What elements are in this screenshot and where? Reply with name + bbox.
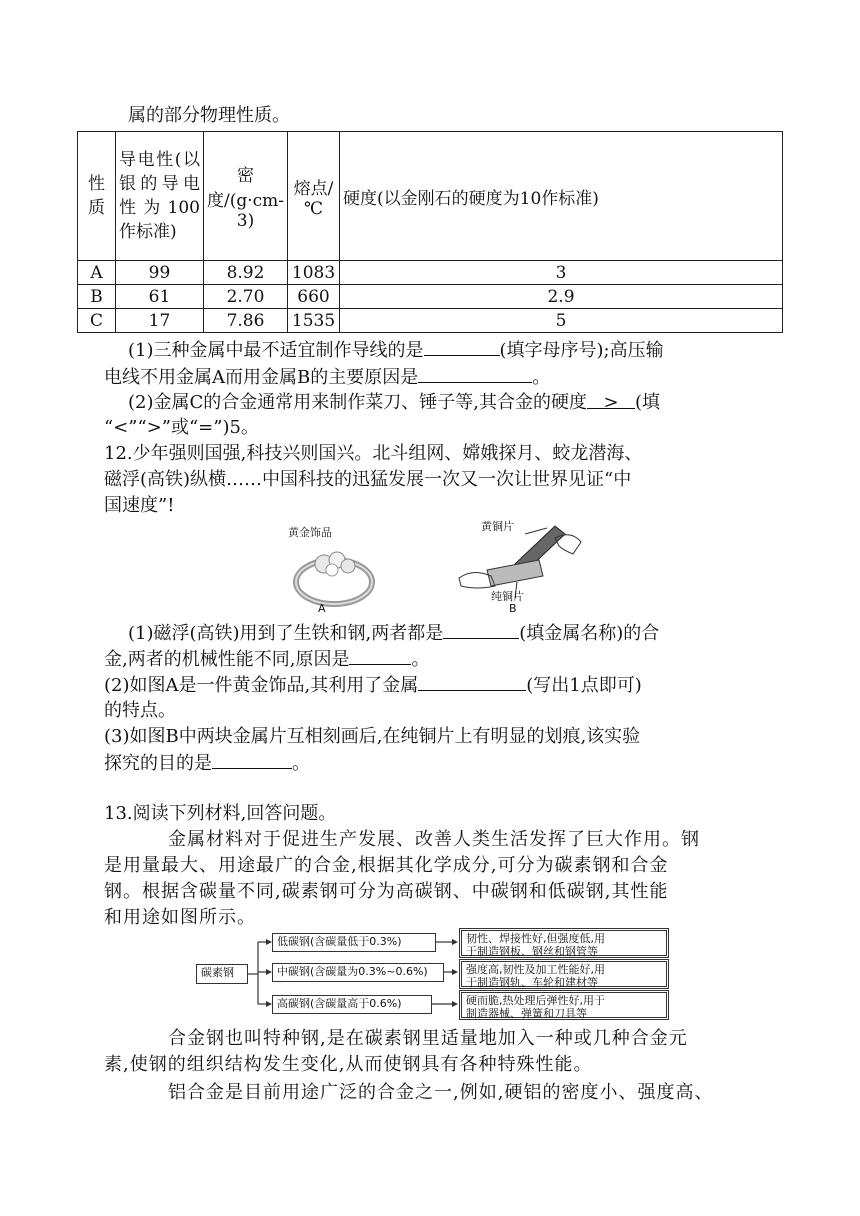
diagram-text: 于制造钢板、钢丝和钢管等 — [466, 945, 598, 958]
q12-part3-line2 — [104, 750, 310, 777]
q13-title: 13.阅读下列材料,回答问题。 — [104, 803, 337, 824]
q12-p1-text: (1)磁浮(高铁)用到了生铁和钢,两者都是 — [128, 623, 444, 644]
diagram-low-carbon-use — [459, 928, 669, 958]
q12-stem-line2: 磁浮(高铁)纵横……中国科技的迅猛发展一次又一次让世界见证“中 — [104, 469, 632, 490]
carbon-steel-diagram — [196, 928, 670, 1020]
q11-part1-line1 — [128, 337, 664, 364]
q12-part2-line1 — [104, 672, 642, 699]
cell-hardness: 5 — [340, 309, 783, 333]
q13-para1-line1: 金属材料对于促进生产发展、改善人类生活发挥了巨大作用。钢 — [168, 829, 700, 850]
q11-part2-line1 — [128, 390, 660, 416]
diagram-text: 韧性、焊接性好,但强度低,用 — [466, 932, 605, 945]
intro-text: 属的部分物理性质。 — [128, 105, 290, 126]
header-property: 性质 — [78, 132, 116, 261]
q13-para2-line2: 素,使钢的组织结构发生变化,从而使钢具有各种特殊性能。 — [104, 1054, 593, 1075]
figure-a-caption: A — [318, 602, 326, 615]
cell-metal: B — [78, 285, 116, 309]
table-row — [78, 309, 783, 333]
diagram-low-carbon-steel: 低碳钢(含碳量低于0.3%) — [272, 933, 436, 952]
figure-b-label-brass: 黄铜片 — [481, 520, 514, 533]
q12-p2-text: (写出1点即可) — [526, 675, 642, 696]
diagram-text: 于制造钢轨、车轮和建材等 — [466, 976, 598, 989]
q11-p1-text: (填字母序号);高压输 — [499, 340, 664, 361]
diagram-mid-carbon-use — [459, 959, 669, 989]
q12-p1-text: 。 — [411, 649, 430, 670]
header-melting-point: 熔点/℃ — [288, 132, 340, 261]
cell-density: 7.86 — [204, 309, 288, 333]
cell-conductivity: 17 — [116, 309, 204, 333]
header-hardness: 硬度(以金刚石的硬度为10作标准) — [340, 132, 783, 261]
cell-melting: 660 — [288, 285, 340, 309]
figure-a-gold-jewelry — [282, 524, 392, 616]
diagram-root-carbon-steel: 碳素钢 — [196, 964, 248, 984]
q11-p1-text: 。 — [532, 367, 551, 388]
metal-properties-table — [77, 131, 783, 333]
diagram-mid-carbon-steel: 中碳钢(含碳量为0.3%~0.6%) — [272, 963, 444, 982]
cell-metal: C — [78, 309, 116, 333]
q11-part2-line2: “<”“>”或“=”)5。 — [104, 417, 259, 438]
figure-b-scratch-test — [455, 516, 585, 616]
q13-para1-line3: 钢。根据含碳量不同,碳素钢可分为高碳钢、中碳钢和低碳钢,其性能 — [104, 881, 669, 902]
diagram-high-carbon-steel: 高碳钢(含碳量高于0.6%) — [272, 995, 432, 1014]
q13-para1-line4: 和用途如图所示。 — [104, 907, 256, 928]
cell-melting: 1083 — [288, 261, 340, 285]
table-row — [78, 261, 783, 285]
diagram-text: 强度高,韧性及加工性能好,用 — [466, 963, 605, 976]
q12-p2-text: (2)如图A是一件黄金饰品,其利用了金属 — [104, 675, 419, 696]
header-conductivity: 导电性(以银的导电性为100作标准) — [116, 132, 204, 261]
q12-p3-text: 。 — [292, 753, 310, 774]
answer-blank[interactable] — [418, 364, 532, 383]
answer-blank[interactable] — [212, 750, 292, 769]
q12-stem-line3: 国速度”! — [104, 495, 175, 516]
q12-part2-line2: 的特点。 — [104, 700, 176, 721]
figure-b-caption: B — [509, 602, 517, 615]
q11-part1-line2 — [104, 364, 550, 391]
diagram-text: 制造器械、弹簧和刀具等 — [466, 1007, 587, 1020]
cell-density: 2.70 — [204, 285, 288, 309]
cell-melting: 1535 — [288, 309, 340, 333]
cell-metal: A — [78, 261, 116, 285]
q13-para3-line1: 铝合金是目前用途广泛的合金之一,例如,硬铝的密度小、强度高、 — [168, 1082, 714, 1103]
diagram-high-carbon-use — [459, 990, 669, 1020]
answer-blank[interactable] — [443, 620, 519, 639]
figure-a-label: 黄金饰品 — [288, 526, 332, 539]
cell-conductivity: 61 — [116, 285, 204, 309]
cell-conductivity: 99 — [116, 261, 204, 285]
diagram-text: 硬而脆,热处理后弹性好,用于 — [466, 994, 605, 1007]
table-header-row — [78, 132, 783, 261]
header-density: 密度/(g·cm-3) — [204, 132, 288, 261]
q13-para2-line1: 合金钢也叫特种钢,是在碳素钢里适量地加入一种或几种合金元 — [168, 1028, 688, 1049]
answer-blank[interactable] — [418, 672, 526, 691]
q11-p1-text: 电线不用金属A而用金属B的主要原因是 — [104, 367, 419, 388]
q12-p3-text: 探究的目的是 — [104, 753, 212, 774]
q12-stem-line1: 12.少年强则国强,科技兴则国兴。北斗组网、嫦娥探月、蛟龙潜海、 — [104, 443, 643, 464]
q12-p1-text: (填金属名称)的合 — [519, 623, 660, 644]
cell-hardness: 3 — [340, 261, 783, 285]
q12-p1-text: 金,两者的机械性能不同,原因是 — [104, 649, 350, 670]
answer-blank[interactable] — [349, 646, 411, 665]
q11-p2-text: (2)金属C的合金通常用来制作菜刀、锤子等,其合金的硬度 — [128, 392, 587, 413]
q12-part3-line1: (3)如图B中两块金属片互相刻画后,在纯铜片上有明显的划痕,该实验 — [104, 726, 641, 747]
q11-p1-text: (1)三种金属中最不适宜制作导线的是 — [128, 340, 424, 361]
table-row — [78, 285, 783, 309]
answer-blank[interactable] — [424, 337, 500, 356]
figure-b-label-copper: 纯铜片 — [491, 590, 524, 603]
q12-part1-line2 — [104, 646, 429, 673]
q12-part1-line1 — [128, 620, 659, 647]
ring-icon — [282, 536, 392, 616]
answer-blank[interactable]: > — [587, 390, 635, 409]
q13-para1-line2: 是用量最大、用途最广的合金,根据其化学成分,可分为碳素钢和合金 — [104, 855, 669, 876]
cell-hardness: 2.9 — [340, 285, 783, 309]
q11-p2-text: (填 — [635, 392, 661, 413]
cell-density: 8.92 — [204, 261, 288, 285]
